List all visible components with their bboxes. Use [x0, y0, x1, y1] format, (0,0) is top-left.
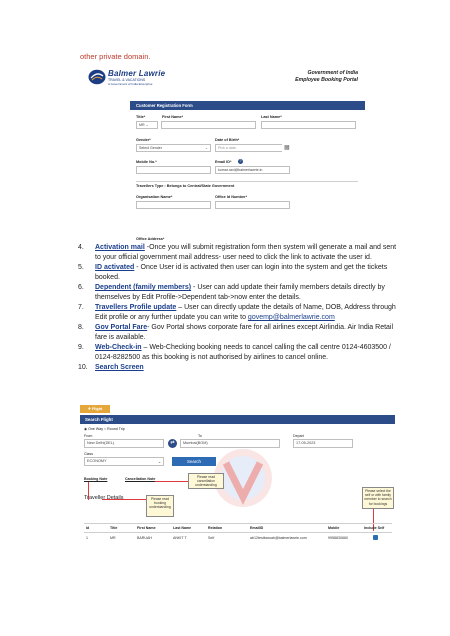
col-id: Id — [86, 526, 90, 530]
divider — [136, 181, 358, 182]
logo-tagline: TRAVEL & VACATIONS — [108, 78, 146, 82]
col-relation: Relation — [208, 526, 223, 530]
registration-form — [130, 101, 365, 241]
item-number: 10. — [78, 364, 88, 371]
class-value: ECONOMY — [87, 459, 107, 463]
booking-note-link[interactable]: Booking Note — [84, 477, 108, 481]
cell-title: MR — [110, 536, 116, 540]
cell-email: ab12testbaruah@balmerlawrie.com — [250, 536, 307, 540]
include-self-callout: Please select the self or with family member to search for bookings — [362, 487, 394, 509]
depart-input[interactable] — [293, 439, 353, 448]
title-label: Title* — [136, 115, 146, 119]
cancellation-callout: Please read cancellation understanding — [188, 473, 224, 489]
top-note: other private domain. — [80, 52, 151, 61]
portal-heading — [295, 70, 358, 84]
traveller-type-text: Travellers Type : Belongs to Central/State Government — [136, 184, 235, 188]
title-select[interactable]: MR ⌄ — [136, 121, 158, 129]
depart-value: 17-05-2023 — [296, 441, 316, 445]
search-flight-form — [80, 405, 395, 550]
email-value: kumar.ravi@balmerlawrie.in — [218, 168, 263, 172]
help-icon[interactable]: ? — [239, 159, 242, 163]
list-item — [78, 323, 398, 343]
organisation-input[interactable] — [136, 201, 211, 209]
cell-relation: Self — [208, 536, 215, 540]
to-value: Mumbai(BOM) — [183, 441, 208, 445]
col-mobile: Mobile — [328, 526, 340, 530]
cell-id: 1 — [86, 536, 88, 540]
dob-placeholder: Pick a date. — [218, 146, 237, 150]
chevron-down-icon: ⌄ — [204, 146, 208, 150]
gov-line-1: Government of India — [307, 70, 358, 76]
first-name-input[interactable] — [161, 121, 256, 129]
logo-name: Balmer Lawrie — [108, 69, 166, 78]
gender-label: Gender* — [136, 138, 151, 142]
from-input[interactable] — [84, 439, 164, 448]
item-text: - User can add update their family members details directly by themselves by Edit Profile->Dependent tab->now enter the details. — [95, 284, 385, 301]
one-way-label: One Way — [88, 427, 103, 431]
from-value: New Delhi(DEL) — [87, 441, 115, 445]
office-id-label: Office Id Number* — [215, 195, 248, 199]
booking-callout: Please read booking understanding — [146, 495, 174, 517]
list-item — [78, 263, 398, 283]
title-value: MR — [139, 123, 145, 127]
divider — [84, 532, 392, 533]
cancellation-note-link[interactable]: Cancellation Note — [125, 477, 156, 481]
email-label: Email ID* — [215, 160, 232, 164]
gender-select[interactable] — [136, 144, 211, 152]
item-keyword: ID activated — [95, 264, 135, 271]
search-button[interactable]: Search — [172, 457, 216, 466]
item-number: 4. — [78, 244, 84, 251]
last-name-input[interactable] — [261, 121, 356, 129]
trip-type — [84, 427, 125, 431]
item-text: – User can directly update the details of Name, DOB, Address through Edit profile or any further update you can write to — [95, 304, 396, 321]
item-number: 5. — [78, 264, 84, 271]
office-id-input[interactable] — [215, 201, 290, 209]
traveller-details-heading: Traveller Details — [84, 495, 124, 501]
tab-flight-label: Flight — [91, 407, 103, 411]
round-trip-label: Round Trip — [107, 427, 125, 431]
item-keyword: Gov Portal Fare — [95, 324, 148, 331]
pointer-line — [155, 481, 190, 482]
registration-form-title: Customer Registration Form — [130, 101, 365, 110]
class-label: Class — [84, 452, 93, 456]
gender-value: Select Gender — [139, 146, 162, 150]
list-item — [78, 343, 398, 363]
list-item — [78, 283, 398, 303]
logo-mark-icon — [88, 69, 106, 85]
cell-mobile: 9958830660 — [328, 536, 348, 540]
item-keyword: Dependent (family members) — [95, 284, 192, 291]
calendar-icon[interactable]: ▦ — [284, 145, 290, 151]
pointer-line — [102, 499, 148, 500]
office-address-label: Office Address* — [136, 237, 165, 241]
divider — [84, 523, 392, 524]
chevron-down-icon: ⌄ — [157, 460, 161, 464]
from-label: From — [84, 434, 93, 438]
list-item — [78, 303, 398, 323]
gov-line-2: Employee Booking Portal — [295, 77, 358, 83]
item-number: 9. — [78, 344, 84, 351]
class-select[interactable] — [84, 457, 164, 466]
mobile-input[interactable] — [136, 166, 211, 174]
item-number: 7. — [78, 304, 84, 311]
item-number: 6. — [78, 284, 84, 291]
organisation-label: Organisation Name* — [136, 195, 173, 199]
search-flight-title: Search Flight — [80, 415, 395, 424]
dob-input[interactable] — [215, 144, 287, 152]
item-text: - Once User id is activated then user can login into the system and get the tickets booked. — [95, 264, 388, 281]
item-keyword: Web-Check-in — [95, 344, 142, 351]
to-label: To — [198, 434, 202, 438]
first-name-label: First Name* — [162, 115, 184, 119]
include-self-checkbox[interactable] — [373, 535, 378, 540]
logo-subtext: A Government of India Enterprise — [108, 82, 153, 86]
item-text: - Gov Portal shows corporate fare for all airlines except Airlindia. Air India Retail fare is available. — [95, 324, 394, 341]
one-way-radio[interactable]: ◉ — [84, 427, 88, 431]
depart-label: Depart — [293, 434, 304, 438]
col-title: Title — [110, 526, 118, 530]
instruction-list — [78, 243, 398, 373]
list-item — [78, 363, 398, 373]
email-link[interactable]: govemp@balmerlawrie.com — [247, 314, 335, 321]
item-text: -Once you will submit registration form then system will generate a mail and sent to your official government mail address- user need to click the link to activate the user id. — [95, 244, 397, 261]
col-include-self: Include Self — [364, 526, 385, 530]
mobile-label: Mobile No.* — [136, 160, 157, 164]
col-email: EmailID — [250, 526, 264, 530]
item-text: – Web-Checking booking needs to cancel calling the call centre 0124-4603500 / 0124-8282500 as this booking is not authorised by airlines to cancel online. — [95, 344, 391, 361]
col-last-name: Last Name — [173, 526, 192, 530]
dob-label: Date of Birth* — [215, 138, 240, 142]
balmer-lawrie-logo — [88, 67, 178, 89]
col-first-name: First Name — [137, 526, 156, 530]
cell-last-name: ANKIT T — [173, 536, 187, 540]
round-trip-radio[interactable]: ○ — [104, 427, 107, 431]
item-keyword: Travellers Profile update — [95, 304, 177, 311]
email-input[interactable] — [215, 166, 290, 174]
item-number: 8. — [78, 324, 84, 331]
cell-first-name: BARUAH — [137, 536, 152, 540]
tab-flight[interactable]: ✈ Flight — [80, 405, 110, 413]
item-keyword: Search Screen — [95, 364, 144, 371]
last-name-label: Last Name* — [261, 115, 282, 119]
item-keyword: Activation mail — [95, 244, 145, 251]
swap-icon[interactable]: ⇄ — [168, 439, 177, 448]
list-item — [78, 243, 398, 263]
